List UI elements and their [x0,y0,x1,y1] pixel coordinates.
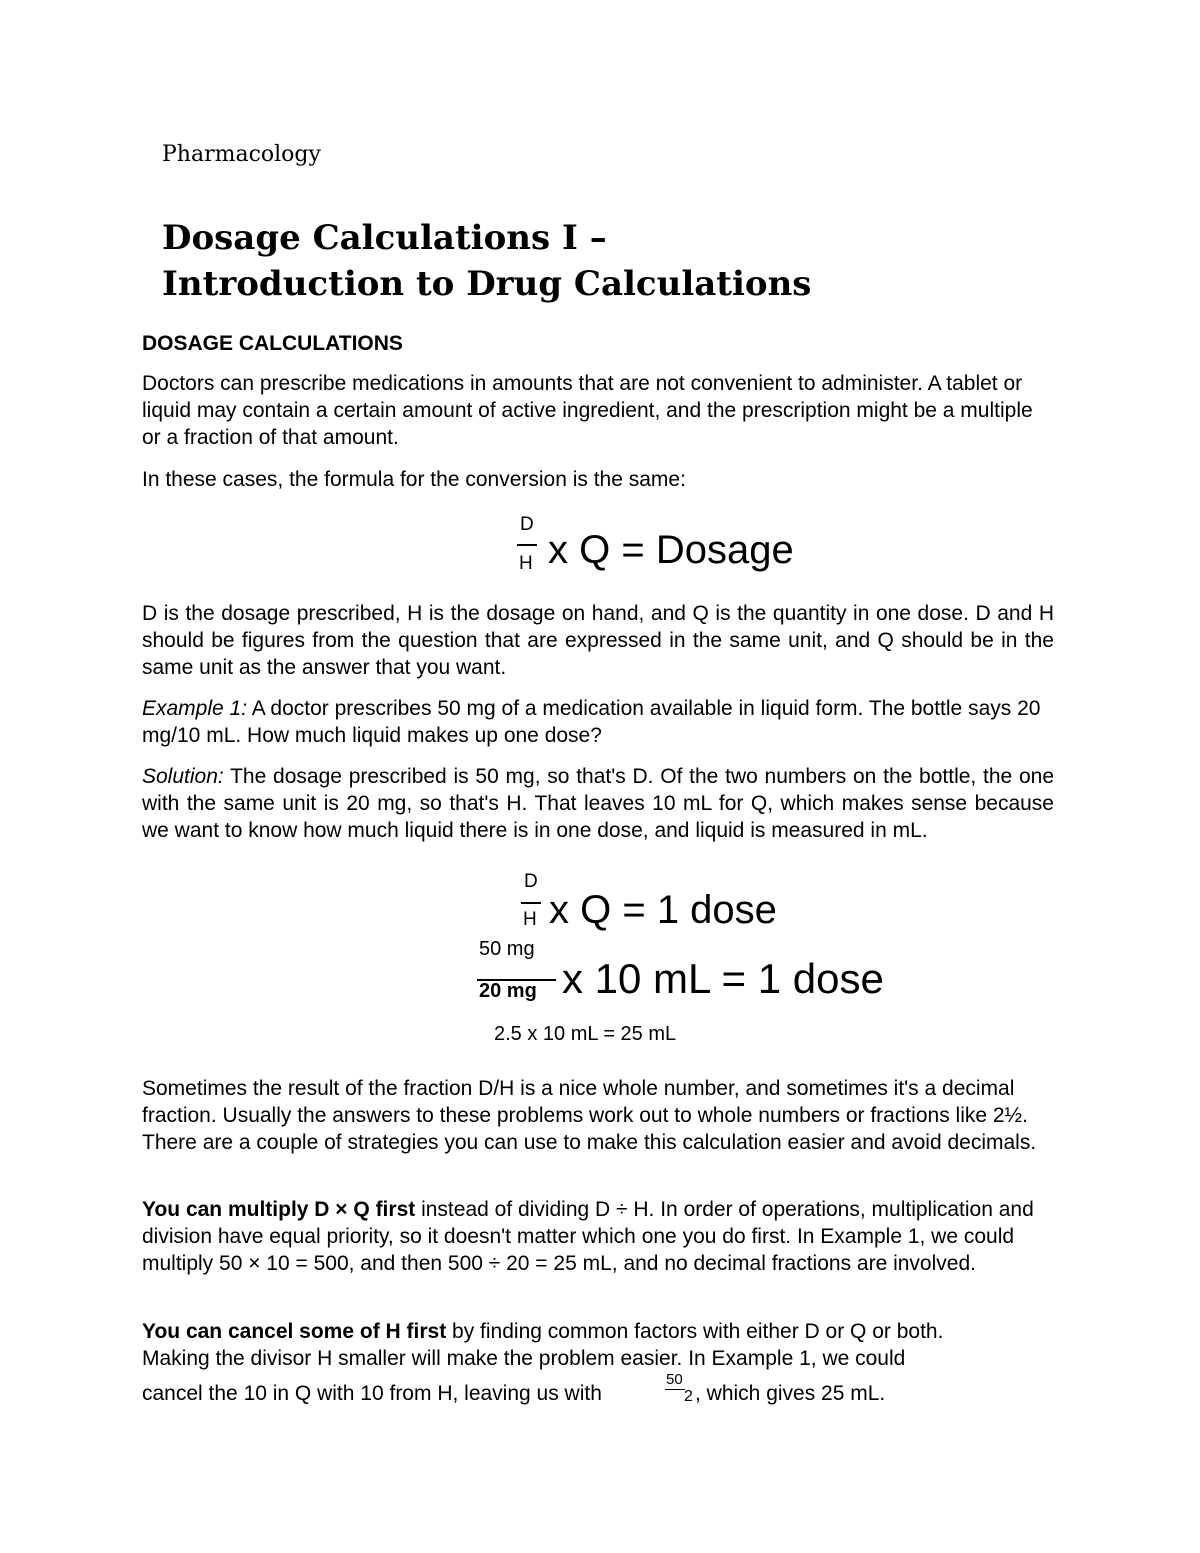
example-text: A doctor prescribes 50 mg of a medication available in liquid form. The bottle says 20 mg/10 mL. How much liquid makes up one dose? [142,697,1041,747]
formula2-numerator: D [524,871,538,892]
cancel-first-line-3-start: cancel the 10 in Q with 10 from H, leaving us with [142,1382,602,1405]
example-paragraph [142,695,1054,749]
cancel-first-line-3 [142,1380,602,1407]
formula1-numerator: D [520,514,534,535]
intro-paragraph: Doctors can prescribe medications in amounts that are not convenient to administer. A tablet or liquid may contain a certain amount of active ingredient, and the prescription might be a multiple or a fraction of that amount. [142,372,1033,449]
cancel-first-line-3-end: , which gives 25 mL. [695,1382,886,1405]
section-heading: DOSAGE CALCULATIONS [142,332,403,355]
formula2-expression: x Q = 1 dose [549,888,777,932]
multiply-first-text: instead of dividing D ÷ H. In order of operations, multiplication and division have equal priority, so it doesn't matter which one you do first. In Example 1, we could multiply 50 × 10 = 500, and then 500 ÷ 20 = 25 mL, and no decimal fractions are involved. [142,1198,1034,1275]
formula1-fraction-bar [517,544,537,546]
inline-fraction-numerator: 50 [666,1371,683,1388]
formula2-denominator: H [523,909,537,930]
title-line-2: Introduction to Drug Calculations [162,264,812,304]
formula1-denominator: H [519,553,533,574]
decimal-paragraph: Sometimes the result of the fraction D/H is a nice whole number, and sometimes it's a decimal fraction. Usually the answers to these problems work out to whole numbers or fractions like 2½. There are a couple of strategies you can use to make this calculation easier and avoid decimals. [142,1077,1037,1154]
variables-paragraph: D is the dosage prescribed, H is the dosage on hand, and Q is the quantity in one dose. D and H should be figures from the question that are expressed in the same unit, and Q should be in the same unit as the answer that you want. [142,602,1054,679]
formula3-numerator: 50 mg [479,938,535,960]
cancel-first-text: by finding common factors with either D or Q or both. [446,1320,944,1343]
cancel-first-paragraph [142,1318,1054,1345]
cancel-first-line-2: Making the divisor H smaller will make the problem easier. In Example 1, we could [142,1347,906,1370]
solution-label: Solution: [142,765,224,788]
cancel-first-heading: You can cancel some of H first [142,1320,447,1343]
example-label: Example 1: [142,697,248,720]
solution-paragraph [142,763,1054,844]
course-label: Pharmacology [162,142,321,167]
multiply-first-paragraph [142,1196,1054,1277]
solution-text: The dosage prescribed is 50 mg, so that's D. Of the two numbers on the bottle, the one with the same unit is 20 mg, so that's H. That leaves 10 mL for Q, which makes sense because we want to know how much liquid there is in one dose, and liquid is measured in mL. [142,765,1054,842]
formula1-expression: x Q = Dosage [548,528,794,572]
inline-fraction-denominator: 2 [684,1388,693,1405]
title-line-1: Dosage Calculations I – [162,218,607,258]
formula3-denominator: 20 mg [479,980,537,1002]
formula-intro-paragraph: In these cases, the formula for the conversion is the same: [142,468,686,491]
inline-fraction-bar [665,1389,685,1390]
multiply-first-heading: You can multiply D × Q first [142,1198,416,1221]
page-title [162,215,811,307]
formula2-fraction-bar [521,902,541,904]
formula3-expression: x 10 mL = 1 dose [562,955,884,1002]
formula-result: 2.5 x 10 mL = 25 mL [494,1023,677,1045]
